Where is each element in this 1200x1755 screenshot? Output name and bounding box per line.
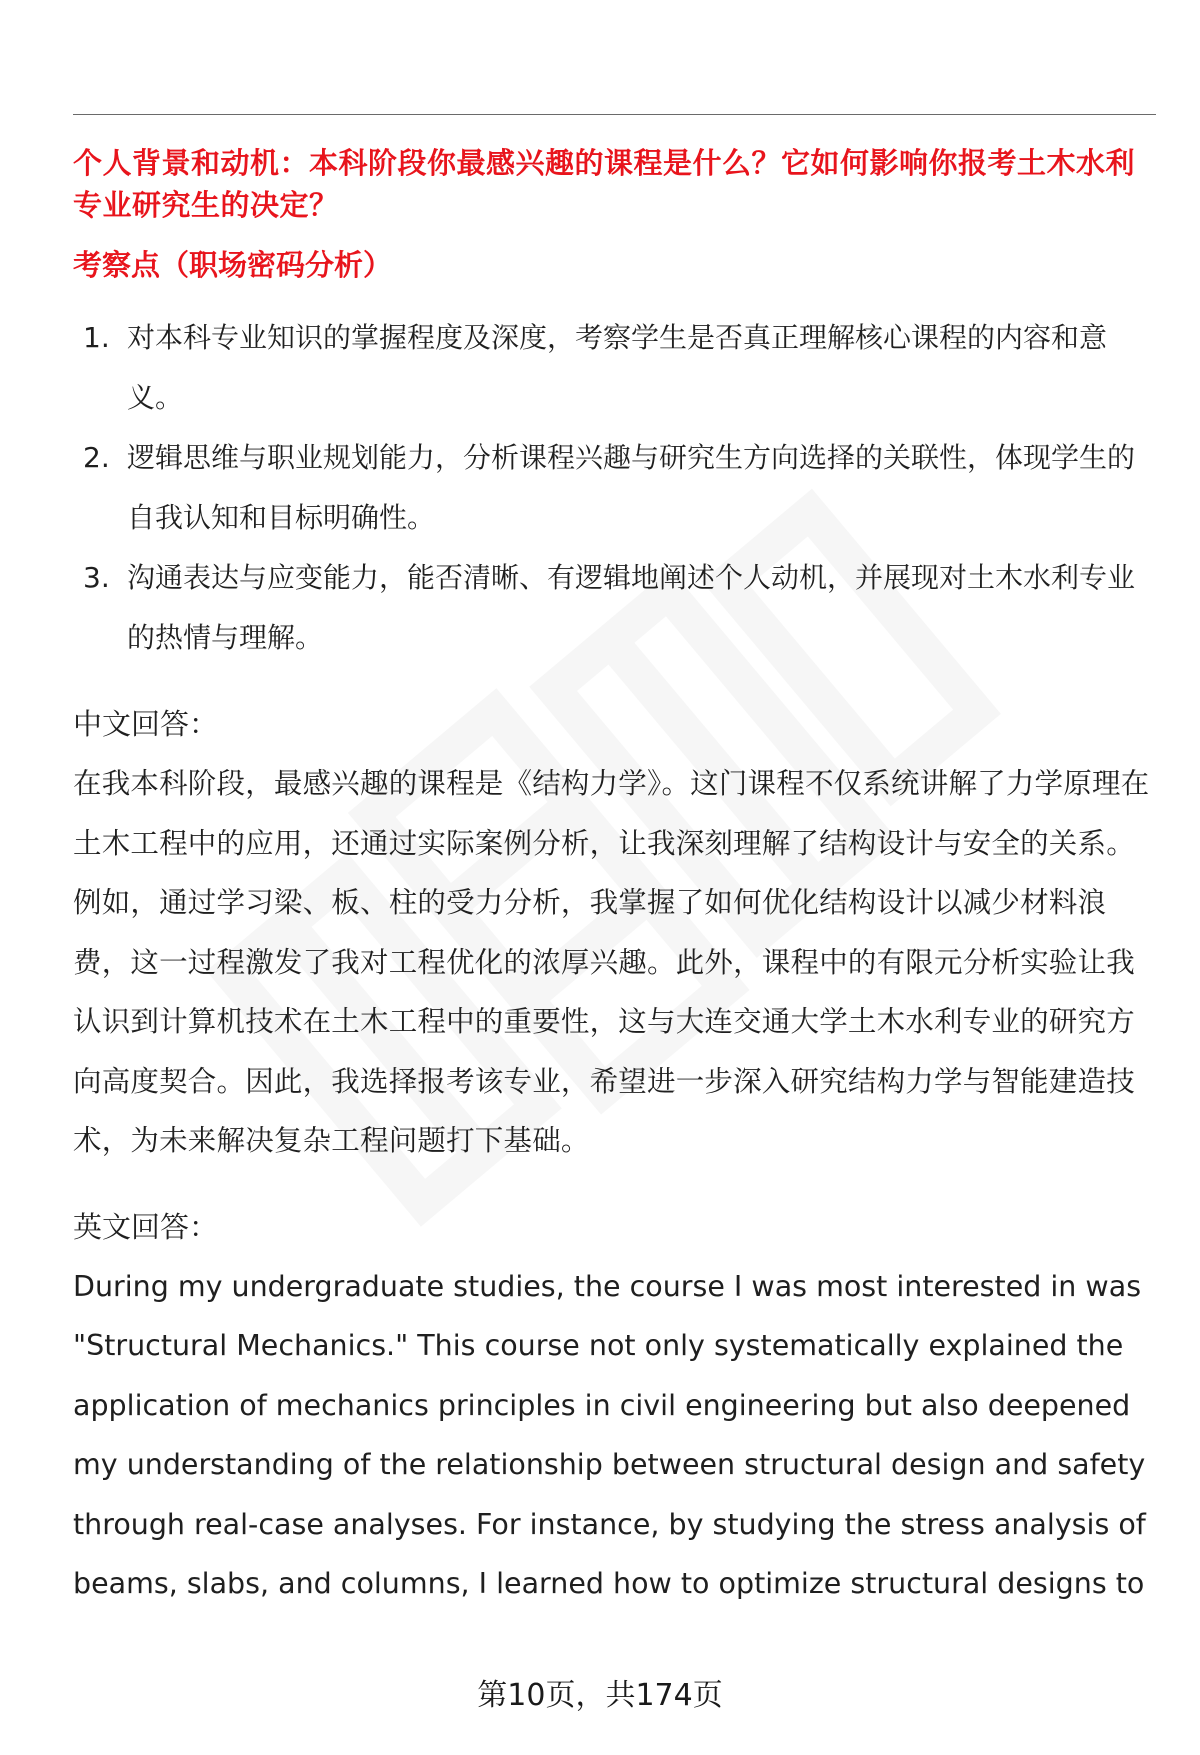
exam-points-list bbox=[73, 308, 1156, 668]
chinese-answer-label: 中文回答： bbox=[73, 707, 219, 741]
english-answer-label: 英文回答： bbox=[73, 1209, 219, 1244]
list-item bbox=[73, 548, 1156, 668]
list-item-text: 沟通表达与应变能力，能否清晰、有逻辑地阐述个人动机，并展现对土木水利专业的热情与理解。 bbox=[127, 561, 1136, 654]
exam-points-title: 考察点（职场密码分析） bbox=[73, 248, 393, 282]
list-item-text: 逻辑思维与职业规划能力，分析课程兴趣与研究生方向选择的关联性，体现学生的自我认知和目标明确性。 bbox=[127, 441, 1136, 534]
list-item-number: 3. bbox=[83, 561, 110, 594]
list-item bbox=[73, 428, 1156, 548]
page-content bbox=[73, 142, 1156, 1614]
list-item-text: 对本科专业知识的掌握程度及深度，考察学生是否真正理解核心课程的内容和意义。 bbox=[127, 321, 1108, 414]
list-item-number: 2. bbox=[83, 441, 110, 474]
english-answer-text: During my undergraduate studies, the course I was most interested in was "Structural Mechanics." This course not only systematically explained the application of mechanics principles in civil engineering but also deepened my understanding of the relationship between structural design and safety through real-case analyses. For instance, by studying the stress analysis of beams, slabs, and columns, I learned how to optimize structural designs to bbox=[73, 1269, 1146, 1600]
top-divider bbox=[73, 114, 1156, 115]
question-heading: 个人背景和动机：本科阶段你最感兴趣的课程是什么？它如何影响你报考土木水利专业研究生的决定？ bbox=[73, 146, 1136, 222]
list-item-number: 1. bbox=[83, 321, 110, 354]
list-item bbox=[73, 308, 1156, 428]
page-number-footer: 第10页，共174页 bbox=[477, 1678, 723, 1713]
chinese-answer-text: 在我本科阶段，最感兴趣的课程是《结构力学》。这门课程不仅系统讲解了力学原理在土木工程中的应用，还通过实际案例分析，让我深刻理解了结构设计与安全的关系。例如，通过学习梁、板、柱的受力分析，我掌握了如何优化结构设计以减少材料浪费，这一过程激发了我对工程优化的浓厚兴趣。此外，课程中的有限元分析实验让我认识到计算机技术在土木工程中的重要性，这与大连交通大学土木水利专业的研究方向高度契合。因此，我选择报考该专业，希望进一步深入研究结构力学与智能建造技术，为未来解决复杂工程问题打下基础。 bbox=[73, 767, 1150, 1157]
